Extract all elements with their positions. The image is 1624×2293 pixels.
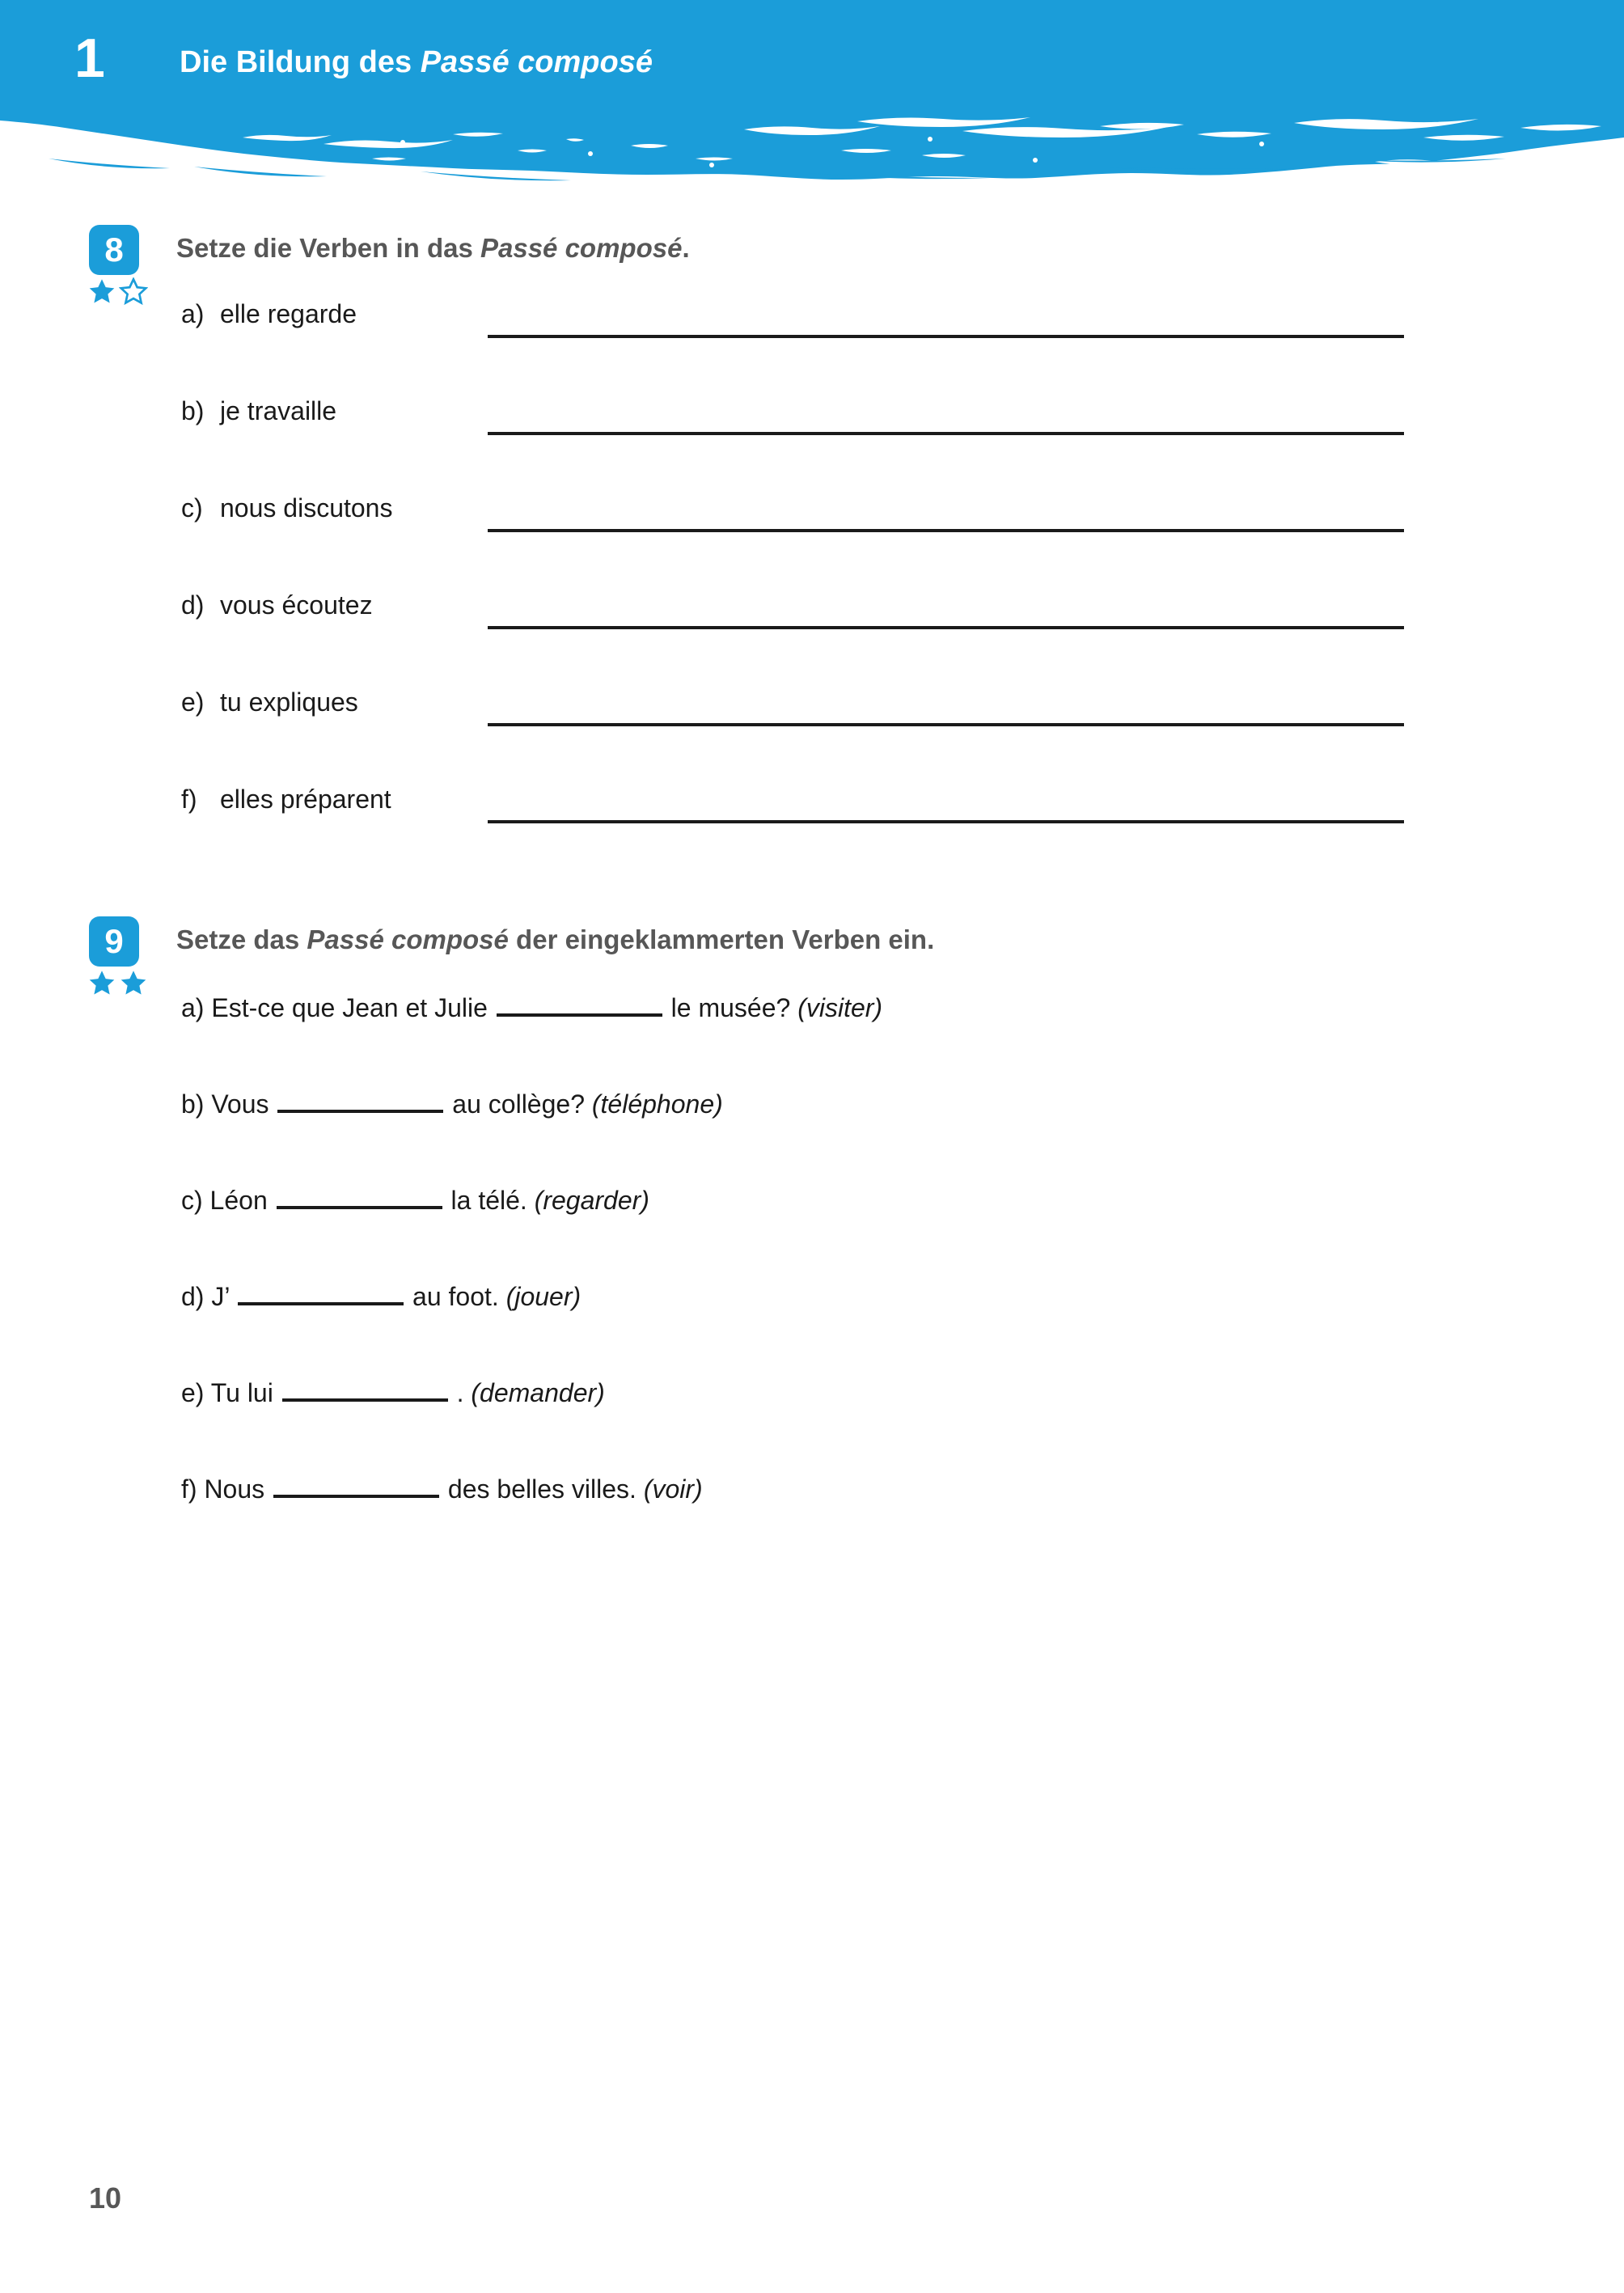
exercise-8-item [0, 786, 1624, 883]
exercise-9-item-list [0, 992, 1624, 1570]
sentence-before-blank: Nous [197, 1474, 273, 1504]
answer-line[interactable] [488, 820, 1404, 823]
answer-line[interactable] [488, 432, 1404, 435]
sentence-after-blank: au foot. [405, 1282, 506, 1311]
sentence-before-blank: J’ [204, 1282, 237, 1311]
page-title-italic: Passé composé [420, 45, 653, 79]
item-prompt: nous discutons [220, 493, 393, 522]
verb-hint: (visiter) [797, 993, 883, 1022]
exercise-9-item [0, 1377, 1624, 1474]
exercise-8-item-list [0, 301, 1624, 883]
exercise-number-badge: 8 [89, 225, 139, 275]
sentence-before-blank: Est-ce que Jean et Julie [204, 993, 495, 1022]
sentence-after-blank: des belles villes. [441, 1474, 644, 1504]
item-marker: c) [181, 1186, 203, 1215]
page-header [0, 0, 1624, 202]
item-marker: b) [181, 396, 205, 425]
answer-line[interactable] [488, 723, 1404, 726]
item-prompt: elle regarde [220, 299, 357, 328]
answer-blank[interactable] [277, 1185, 442, 1209]
instruction-text-italic: Passé composé [480, 233, 683, 263]
sentence-after-blank: . [449, 1378, 472, 1407]
answer-blank[interactable] [273, 1474, 439, 1498]
item-marker: a) [181, 993, 205, 1022]
instruction-text-part-1: Setze die Verben in das [176, 233, 480, 263]
item-prompt: elles préparent [220, 785, 391, 814]
exercise-9-item [0, 1089, 1624, 1185]
exercise-8-item [0, 689, 1624, 786]
item-marker: d) [181, 590, 205, 620]
answer-line[interactable] [488, 626, 1404, 629]
verb-hint: (voir) [643, 1474, 703, 1504]
exercise-9-item [0, 1185, 1624, 1281]
exercise-9-item [0, 1281, 1624, 1377]
item-prompt: je travaille [220, 396, 337, 425]
exercise-8-item [0, 592, 1624, 689]
exercise-8-item [0, 398, 1624, 495]
page-title [180, 47, 653, 78]
item-marker: a) [181, 299, 205, 328]
item-marker: f) [181, 1474, 197, 1504]
answer-blank[interactable] [497, 992, 662, 1017]
header-brush-banner [0, 0, 1624, 202]
sentence-before-blank: Léon [202, 1186, 275, 1215]
instruction-text-italic: Passé composé [307, 924, 509, 954]
item-prompt: vous écoutez [220, 590, 373, 620]
sentence-before-blank: Tu lui [204, 1378, 281, 1407]
sentence-after-blank: la télé. [443, 1186, 535, 1215]
item-marker: e) [181, 687, 205, 717]
answer-line[interactable] [488, 529, 1404, 532]
sentence-after-blank: au collège? [445, 1089, 592, 1119]
instruction-text-part-2: . [682, 233, 690, 263]
exercise-8-item [0, 495, 1624, 592]
item-marker: f) [181, 785, 197, 814]
instruction-text-part-1: Setze das [176, 924, 307, 954]
sentence-after-blank: le musée? [663, 993, 798, 1022]
item-marker: e) [181, 1378, 205, 1407]
item-marker: c) [181, 493, 203, 522]
exercise-number-badge: 9 [89, 916, 139, 967]
answer-blank[interactable] [282, 1377, 448, 1402]
answer-line[interactable] [488, 335, 1404, 338]
exercise-9-item [0, 992, 1624, 1089]
item-prompt: tu expliques [220, 687, 358, 717]
answer-blank[interactable] [277, 1089, 443, 1113]
verb-hint: (demander) [471, 1378, 605, 1407]
exercise-8-item [0, 301, 1624, 398]
answer-blank[interactable] [238, 1281, 404, 1305]
exercise-9-item [0, 1474, 1624, 1570]
verb-hint: (regarder) [534, 1186, 649, 1215]
item-marker: b) [181, 1089, 205, 1119]
exercise-9-instruction [176, 923, 934, 956]
page-title-plain: Die Bildung des [180, 45, 421, 79]
exercise-8-instruction [176, 231, 690, 264]
chapter-number: 1 [74, 27, 104, 89]
page-number: 10 [89, 2181, 122, 2215]
instruction-text-part-2: der eingeklammerten Verben ein. [508, 924, 935, 954]
verb-hint: (téléphone) [591, 1089, 723, 1119]
sentence-before-blank: Vous [204, 1089, 277, 1119]
verb-hint: (jouer) [505, 1282, 582, 1311]
item-marker: d) [181, 1282, 205, 1311]
